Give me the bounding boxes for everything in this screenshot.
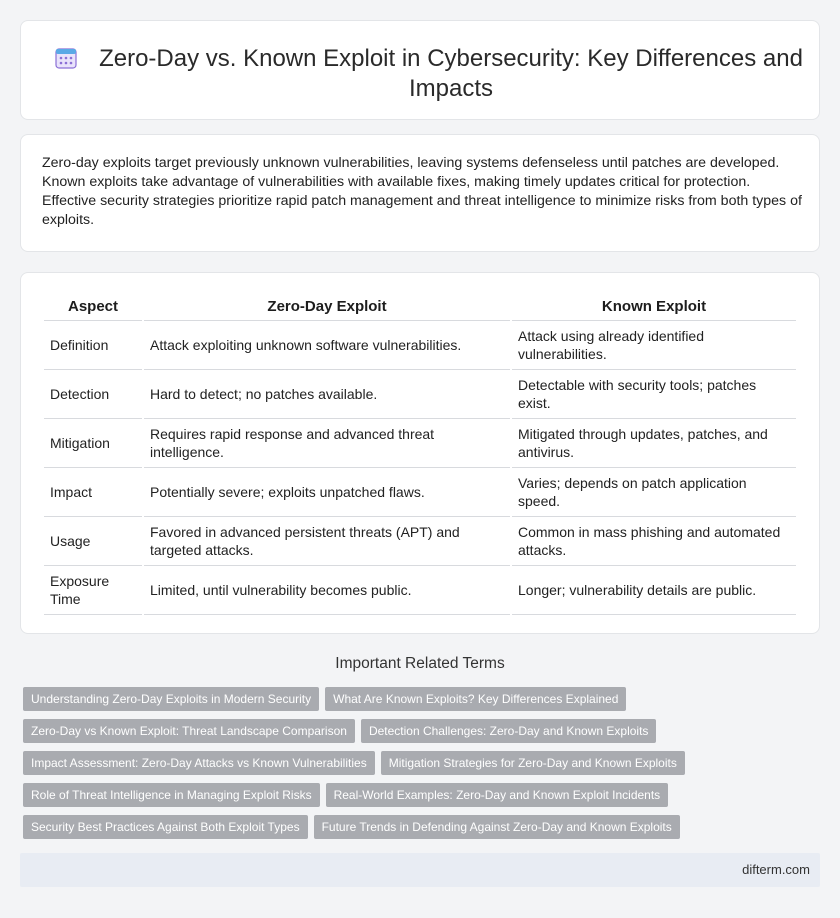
row-aspect: Impact bbox=[44, 468, 142, 517]
tag-row bbox=[23, 719, 803, 743]
tag-row bbox=[23, 815, 803, 839]
row-aspect: Detection bbox=[44, 370, 142, 419]
row-zero-day: Favored in advanced persistent threats (APT) and targeted attacks. bbox=[144, 517, 510, 566]
table-row bbox=[44, 419, 796, 468]
row-zero-day: Limited, until vulnerability becomes public. bbox=[144, 566, 510, 615]
intro-text: Zero-day exploits target previously unknown vulnerabilities, leaving systems defenseless until patches are developed. Known exploits take advantage of vulnerabilities with available fixes, making timely updates critical for protection. Effective security strategies prioritize rapid patch management and threat intelligence to minimize risks from both types of exploits. bbox=[42, 155, 802, 228]
table-row bbox=[44, 517, 796, 566]
related-terms-heading: Important Related Terms bbox=[335, 655, 505, 672]
row-zero-day: Requires rapid response and advanced threat intelligence. bbox=[144, 419, 510, 468]
calendar-icon bbox=[55, 47, 77, 69]
header-known: Known Exploit bbox=[512, 293, 796, 321]
related-term-link[interactable]: Detection Challenges: Zero-Day and Known Exploits bbox=[361, 719, 656, 743]
tag-row bbox=[23, 687, 803, 711]
row-aspect: Definition bbox=[44, 321, 142, 370]
row-known: Common in mass phishing and automated attacks. bbox=[512, 517, 796, 566]
related-term-link[interactable]: Impact Assessment: Zero-Day Attacks vs Known Vulnerabilities bbox=[23, 751, 375, 775]
row-zero-day: Potentially severe; exploits unpatched flaws. bbox=[144, 468, 510, 517]
table-row bbox=[44, 566, 796, 615]
related-term-link[interactable]: Real-World Examples: Zero-Day and Known Exploit Incidents bbox=[326, 783, 669, 807]
table-row bbox=[44, 468, 796, 517]
page-title: Zero-Day vs. Known Exploit in Cybersecurity: Key Differences and Impacts bbox=[99, 45, 803, 102]
related-term-link[interactable]: Understanding Zero-Day Exploits in Modern Security bbox=[23, 687, 319, 711]
row-aspect: Usage bbox=[44, 517, 142, 566]
comparison-table bbox=[42, 293, 798, 615]
footer bbox=[20, 853, 820, 887]
table-row bbox=[44, 321, 796, 370]
footer-site-link[interactable]: difterm.com bbox=[742, 862, 810, 877]
row-known: Longer; vulnerability details are public. bbox=[512, 566, 796, 615]
related-term-link[interactable]: Mitigation Strategies for Zero-Day and Known Exploits bbox=[381, 751, 685, 775]
row-aspect: Exposure Time bbox=[44, 566, 142, 615]
row-zero-day: Hard to detect; no patches available. bbox=[144, 370, 510, 419]
related-term-link[interactable]: Future Trends in Defending Against Zero-Day and Known Exploits bbox=[314, 815, 680, 839]
table-row bbox=[44, 370, 796, 419]
row-known: Mitigated through updates, patches, and antivirus. bbox=[512, 419, 796, 468]
related-term-link[interactable]: Zero-Day vs Known Exploit: Threat Landscape Comparison bbox=[23, 719, 355, 743]
intro-card bbox=[20, 134, 820, 252]
table-header-row bbox=[44, 293, 796, 321]
header-card bbox=[20, 20, 820, 120]
header-zero-day: Zero-Day Exploit bbox=[144, 293, 510, 321]
comparison-card bbox=[20, 272, 820, 634]
row-aspect: Mitigation bbox=[44, 419, 142, 468]
related-term-link[interactable]: Security Best Practices Against Both Exploit Types bbox=[23, 815, 308, 839]
row-known: Detectable with security tools; patches exist. bbox=[512, 370, 796, 419]
related-term-link[interactable]: Role of Threat Intelligence in Managing Exploit Risks bbox=[23, 783, 320, 807]
header-aspect: Aspect bbox=[44, 293, 142, 321]
related-terms-list bbox=[23, 687, 803, 847]
tag-row bbox=[23, 783, 803, 807]
row-zero-day: Attack exploiting unknown software vulnerabilities. bbox=[144, 321, 510, 370]
row-known: Varies; depends on patch application speed. bbox=[512, 468, 796, 517]
row-known: Attack using already identified vulnerabilities. bbox=[512, 321, 796, 370]
related-term-link[interactable]: What Are Known Exploits? Key Differences Explained bbox=[325, 687, 626, 711]
tag-row bbox=[23, 751, 803, 775]
